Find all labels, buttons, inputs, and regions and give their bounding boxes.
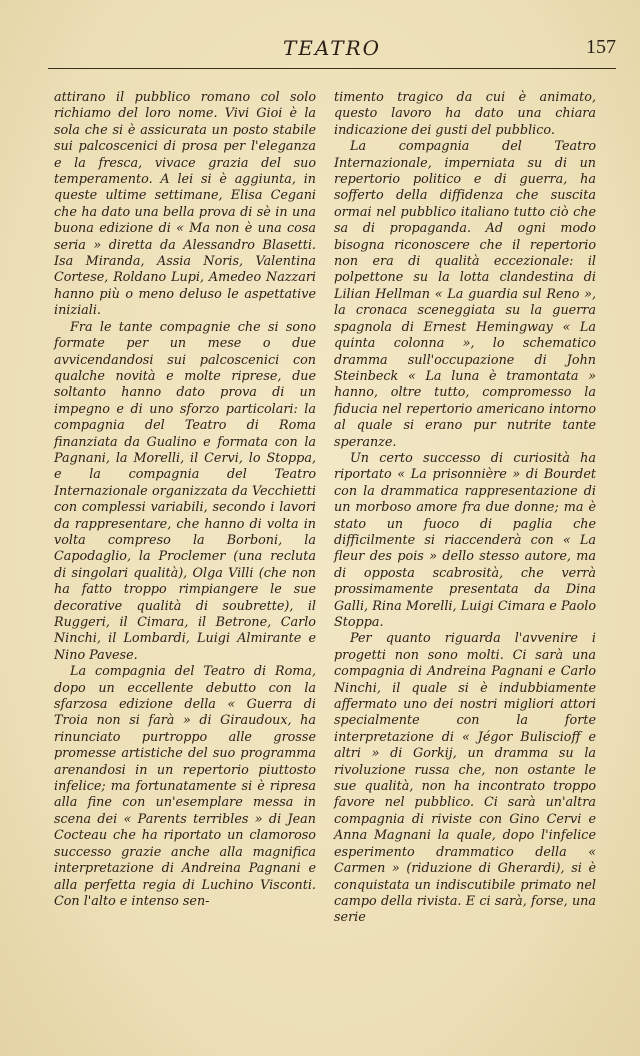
page-number: 157 bbox=[586, 36, 616, 58]
paragraph: La compagnia del Teatro di Roma, dopo un eccellente debutto con la sfarzosa edizione della « Guerra di Troia non si farà » di Giraudoux, ha rinunciato purtroppo alle grosse promesse artistiche del suo programma arenandosi in un repertorio piuttosto infelice; ma fortunatamente si è ripresa alla fine con un'esemplare messa in scena dei « Parents terribles » di Jean Cocteau che ha riportato un clamoroso successo grazie anche alla magnifica interpretazione di Andreina Pagnani e alla perfetta regia di Luchino Visconti. Con l'alto e intenso sen- bbox=[54, 664, 316, 909]
page-header bbox=[48, 36, 616, 66]
paragraph: timento tragico da cui è animato, questo lavoro ha dato una chiara indicazione dei gusti del pubblico. bbox=[334, 90, 596, 138]
right-column bbox=[334, 90, 596, 927]
paragraph: Fra le tante compagnie che si sono formate per un mese o due avvicendandosi sui palcoscenici con qualche novità e molte riprese, due soltanto hanno dato prova di un impegno e di uno sforzo particolari: la compagnia del Teatro di Roma finanziata da Gualino e formata con la Pagnani, la Morelli, il Cervi, lo Stoppa, e la compagnia del Teatro Internazionale organizzata da Vecchietti con complessi variabili, secondo i lavori da rappresentare, che hanno di volta in volta compreso la Borboni, la Capodaglio, la Proclemer (una recluta di singolari qualità), Olga Villi (che non ha fatto troppo rimpiangere le sue decorative qualità di soubrette), il Ruggeri, il Cimara, il Betrone, Carlo Ninchi, il Lombardi, Luigi Almirante e Nino Pavese. bbox=[54, 319, 316, 663]
left-column bbox=[54, 90, 316, 910]
paragraph: La compagnia del Teatro Internazionale, imperniata su di un repertorio politico e di guerra, ha sofferto della diffidenza che suscita ormai nel pubblico italiano tutto ciò che sa di propaganda. Ad ogni modo bisogna riconoscere che il repertorio non era di qualità eccezionale: il polpettone su la lotta clandestina di Lilian Hellman « La guardia sul Reno », la cronaca sceneggiata su la guerra spagnola di Ernest Hemingway « La quinta colonna », lo schematico dramma sull'occupazione di John Steinbeck « La luna è tramontata » hanno, oltre tutto, compromesso la fiducia nel repertorio americano intorno al quale si erano pur nutrite tante speranze. bbox=[334, 139, 596, 450]
header-rule bbox=[48, 68, 616, 69]
paragraph: Per quanto riguarda l'avvenire i progetti non sono molti. Ci sarà una compagnia di Andreina Pagnani e Carlo Ninchi, il quale si è indubbiamente affermato uno dei nostri migliori attori specialmente con la forte interpretazione di « Jégor Buliscioff e altri » di Gorkij, un dramma su la rivoluzione russa che, non ostante le sue qualità, non ha incontrato troppo favore nel pubblico. Ci sarà un'altra compagnia di riviste con Gino Cervi e Anna Magnani la quale, dopo l'infelice esperimento drammatico della « Carmen » (riduzione di Gherardi), si è conquistata un indiscutibile primato nel campo della rivista. E ci sarà, forse, una serie bbox=[334, 631, 596, 926]
running-title: TEATRO bbox=[282, 36, 382, 60]
paragraph: attirano il pubblico romano col solo richiamo del loro nome. Vivi Gioi è la sola che si è assicurata un posto stabile sui palcoscenici di prosa per l'eleganza e la fresca, vivace grazia del suo temperamento. A lei si è aggiunta, in queste ultime settimane, Elisa Cegani che ha dato una bella prova di sè in una buona edizione di « Ma non è una cosa seria » diretta da Alessandro Blasetti. Isa Miranda, Assia Noris, Valentina Cortese, Roldano Lupi, Amedeo Nazzari hanno più o meno deluso le aspettative iniziali. bbox=[54, 90, 316, 319]
paragraph: Un certo successo di curiosità ha riportato « La prisonnière » di Bourdet con la drammatica rappresentazione di un morboso amore fra due donne; ma è stato un fuoco di paglia che difficilmente si riaccenderà con « La fleur des pois » dello stesso autore, ma di opposta scabrosità, che verrà prossimamente presentata da Dina Galli, Rina Morelli, Luigi Cimara e Paolo Stoppa. bbox=[334, 450, 596, 630]
